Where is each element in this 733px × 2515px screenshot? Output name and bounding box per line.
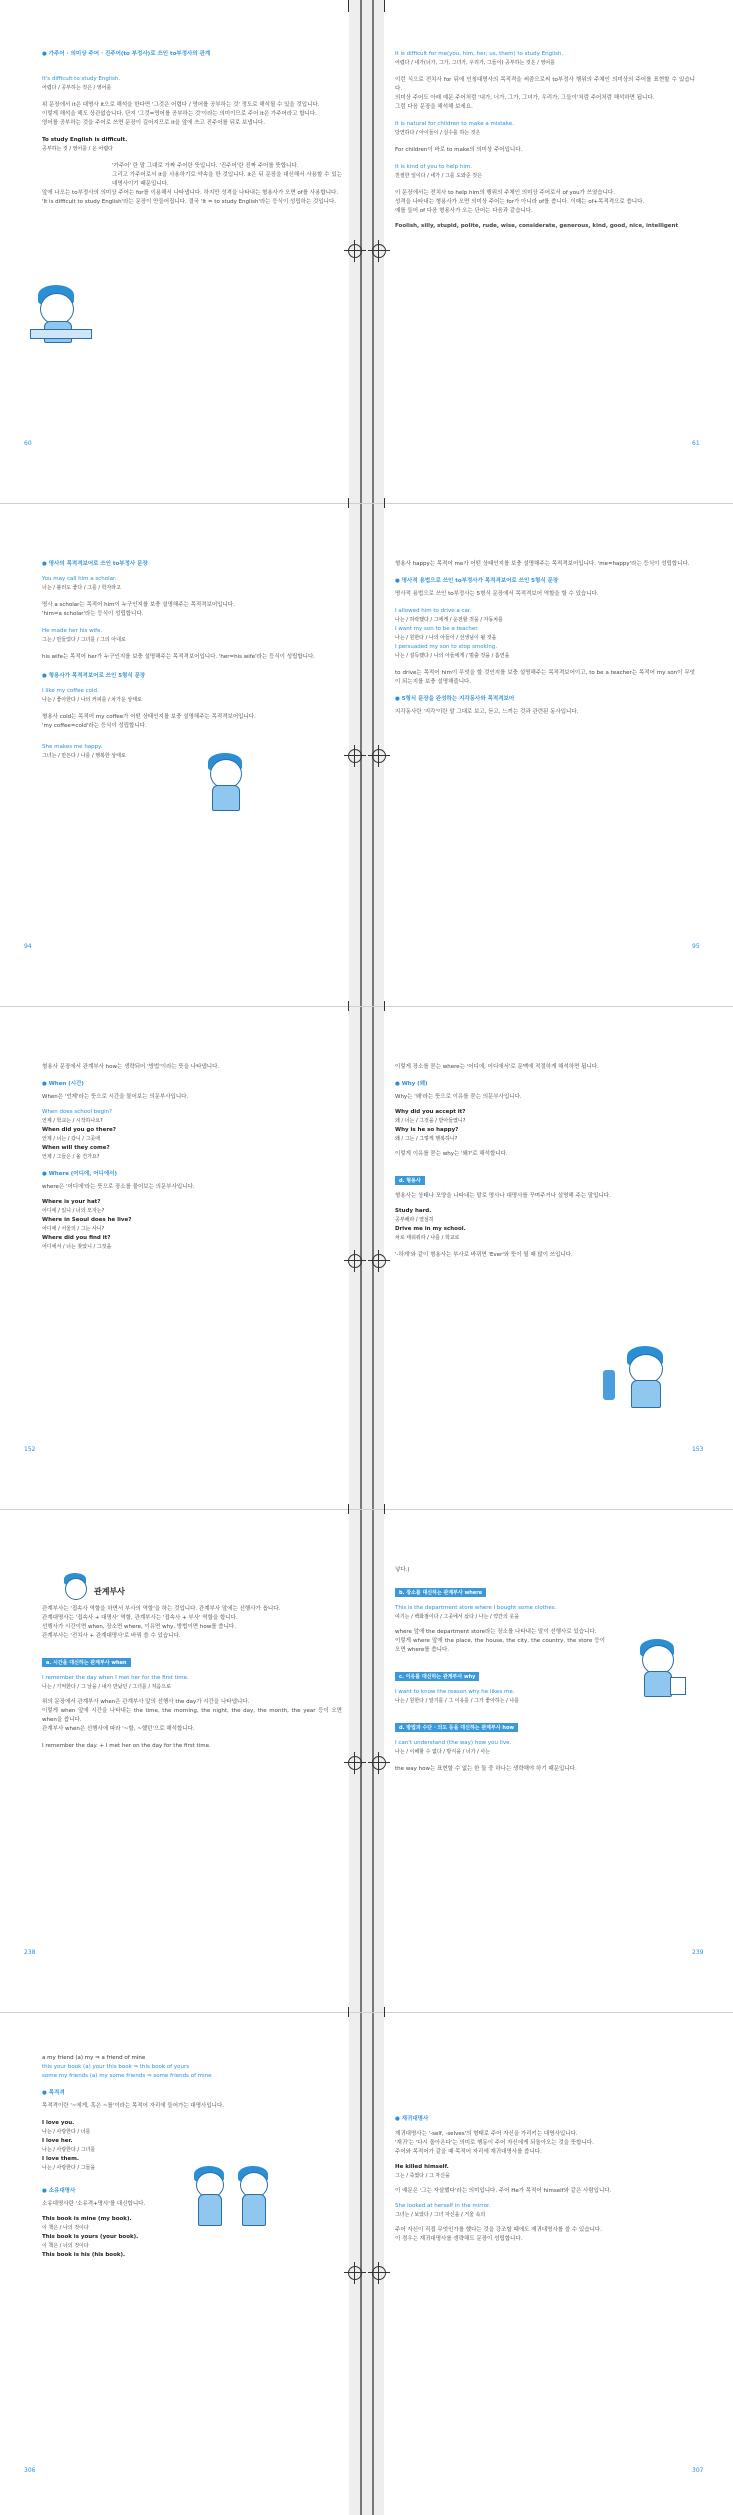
spread-2 — [0, 503, 733, 1006]
translation: 언제 / 너는 / 갔니 / 그곳에 — [42, 1136, 101, 1142]
translation: 그녀는 / 보았다 / 그녀 자신을 / 거울 속의 — [395, 2212, 486, 2218]
paragraph: 이렇게 이유를 묻는 why는 '왜?'로 해석합니다. — [395, 1151, 508, 1157]
translation: 왜 / 그는 / 그렇게 행복하니? — [395, 1136, 458, 1142]
paragraph: 목적격이란 '~에게, 혹은 ~를'이라는 목적어 자리에 들어가는 대명사입니다. — [42, 2103, 225, 2109]
paragraph: 형용사 문장에서 관계부사 how는 생략되어 '방법'이라는 뜻을 나타냅니다. — [42, 1064, 220, 1070]
page-right — [395, 560, 695, 717]
translation: 이 책은 / 너의 것이다 — [42, 2243, 89, 2249]
translation: 언제 / 학교는 / 시작하나요? — [42, 1118, 103, 1124]
section-heading: ● 명사적 용법으로 쓰인 to부정사가 목적격보어로 쓰인 5형식 문장 — [395, 578, 559, 584]
page-line: ● 가주어 · 의미상 주어 · 진주어(to 부정사)로 쓰인 to부정사의 관계 — [42, 51, 211, 57]
example-sentence: Why did you accept it? — [395, 1109, 466, 1115]
translation: 당연하다 / 아이들이 / 실수를 하는 것은 — [395, 130, 481, 136]
mascot-couple-illustration — [188, 2162, 278, 2232]
example-sentence: It is difficult for me(you, him, her, us, them) to study English. — [395, 51, 564, 57]
paragraph: 이런 식으로 전치사 for 뒤에 인칭대명사의 목적격을 써줌으로써 to부정사 행위의 주체인 의미상의 주어를 표현할 수 있습니다. — [395, 77, 695, 92]
paragraph: 이 문장에서는 전치사 to help him의 행위의 주체인 의미상 주어로서 of you가 쓰였습니다. — [395, 190, 615, 196]
page-number: 238 — [24, 1949, 36, 1956]
section-heading: ● 명사의 목적격보어로 쓰인 to부정사 문장 — [42, 561, 148, 567]
section-heading: ● Where (어디에, 어디에서) — [42, 1171, 118, 1177]
mascot-boy-illustration — [198, 753, 254, 813]
paragraph: 선행사가 시간이면 when, 장소면 where, 이유면 why, 방법이면 how를 씁니다. — [42, 1624, 236, 1630]
section-label: c. 이유를 대신하는 관계부사 why — [395, 1672, 479, 1681]
paragraph: 이 예문은 '그는 자살했다'라는 의미입니다. 주어 He가 목적어 himself와 같은 사람입니다. — [395, 2188, 612, 2194]
example-sentence: You may call him a scholar. — [42, 576, 117, 582]
paragraph: 'him=a scholar'라는 등식이 성립합니다. — [42, 611, 144, 617]
example-sentence: When will they come? — [42, 1145, 110, 1151]
example-sentence: When does school begin? — [42, 1109, 113, 1115]
example-sentence: I love you. — [42, 2120, 75, 2126]
example-sentence: Study hard. — [395, 1208, 432, 1214]
paragraph: Why는 '왜'라는 뜻으로 이유를 묻는 의문부사입니다. — [395, 1094, 522, 1100]
section-label: d. 형용사 — [395, 1176, 425, 1185]
paragraph: 위의 문장에서 관계부사 when은 관계부사 앞의 선행사 the day가 시간을 나타냅니다. — [42, 1699, 250, 1705]
paragraph: 지각동사란 '지각'이란 말 그대로 보고, 듣고, 느끼는 것과 관련된 동사입니다. — [395, 709, 579, 715]
page-number: 307 — [692, 2467, 704, 2474]
example-sentence: I want to know the reason why he likes me. — [395, 1689, 515, 1695]
paragraph: 이렇게 where 앞에 the place, the house, the city, the country, the store 등이 오면 where를 씁니다. — [395, 1638, 605, 1653]
page-right — [395, 50, 695, 231]
page-right — [395, 1063, 695, 1260]
paragraph: 주어와 목적어가 같을 때 목적어 자리에 재귀대명사를 씁니다. — [395, 2149, 542, 2155]
mascot-shopping-illustration — [630, 1639, 686, 1701]
section-label: b. 장소를 대신하는 관계부사 where — [395, 1588, 486, 1597]
page-number: 94 — [24, 943, 32, 950]
example-sentence: I want my son to be a teacher. — [395, 626, 479, 632]
example-row: a my friend (a) my ⇒ a friend of mine — [42, 2055, 146, 2061]
example-sentence: She makes me happy. — [42, 744, 103, 750]
paragraph: '-하게'와 같이 형용사는 부사로 바뀌면 'Ever'와 뜻이 될 때 많이 쓰입니다. — [395, 1252, 573, 1258]
translation: 어디에 / 서울의 / 그는 사니? — [42, 1226, 105, 1232]
example-row: some my friends (a) my some friends ⇒ some friends of mine — [42, 2073, 212, 2079]
example-sentence: Where in Seoul does he live? — [42, 1217, 132, 1223]
paragraph: to drive는 목적어 him이 무엇을 할 것인지를 보충 설명해주는 목적격보어이고, to be a teacher는 목적어 my son이 무엇이 되는지를 보충 설명해줍니다. — [395, 670, 695, 685]
example-sentence: I can't understand (the way) how you live. — [395, 1740, 512, 1746]
translation: 어렵다 / 공부하는 것은 / 영어를 — [42, 85, 112, 91]
example-sentence: It is natural for children to make a mistake. — [395, 121, 514, 127]
translation: 여기는 / 백화점이다 / 그곳에서 샀다 / 나는 / 약간의 옷을 — [395, 1614, 520, 1620]
page-left — [42, 1579, 342, 1751]
paragraph: 형용사 happy는 목적어 me가 어떤 상태인지를 보충 설명해주는 목적격보어입니다. 'me=happy'라는 등식이 성립합니다. — [395, 561, 690, 567]
paragraph: 명사 a scholar는 목적어 him이 누구인지를 보충 설명해주는 목적격보어입니다. — [42, 602, 235, 608]
translation: 친절한 일이다 / 네가 / 그를 도와준 것은 — [395, 173, 482, 179]
example-sentence: To study English is difficult. — [42, 137, 128, 143]
page-number: 239 — [692, 1949, 704, 1956]
example-sentence: It is kind of you to help him. — [395, 164, 473, 170]
translation: 나는 / 좋아한다 / 나의 커피를 / 차가운 상태로 — [42, 697, 142, 703]
translation: 나는 / 사랑한다 / 너를 — [42, 2129, 91, 2135]
translation: 나는 / 원한다 / 알기를 / 그 이유를 / 그가 좋아하는 / 나를 — [395, 1698, 520, 1704]
paragraph: For children이 바로 to make의 의미상 주어입니다. — [395, 147, 523, 153]
paragraph: 이렇게 해석을 해도 상관없습니다. 단지 '그것=영어를 공부하는 것'이라는 의미이므로 주어 it은 가주어라고 합니다. — [42, 111, 317, 117]
example-sentence: This book is yours (your book). — [42, 2234, 139, 2240]
paragraph: where 앞에 the department store라는 장소를 나타내는 말이 선행사로 있습니다. — [395, 1629, 597, 1635]
spread-4 — [0, 1509, 733, 2012]
page-left — [42, 560, 342, 761]
example-sentence: I persuaded my son to stop smoking. — [395, 644, 498, 650]
example-sentence: She looked at herself in the mirror. — [395, 2203, 491, 2209]
translation: 나는 / 설득했다 / 나의 아들에게 / 멈출 것을 / 흡연을 — [395, 653, 510, 659]
paragraph: 그럼 다음 문장을 해석해 보세요. — [395, 104, 473, 110]
paragraph: 영어를 공부하는 것을 주어로 쓰면 문장이 길어지므로 it을 앞에 쓰고 진주어를 뒤로 보냅니다. — [42, 120, 265, 126]
paragraph: 주어 자신이 직접 무엇인가를 했다는 것을 강조할 때에도 재귀대명사를 쓸 수 있습니다. — [395, 2227, 602, 2233]
translation: 나는 / 허락했다 / 그에게 / 운전할 것을 / 자동차를 — [395, 617, 503, 623]
example-sentence: Where is your hat? — [42, 1199, 101, 1205]
page-number: 153 — [692, 1446, 704, 1453]
page-left — [42, 1063, 342, 1252]
paragraph: 넣다.) — [395, 1567, 410, 1573]
section-heading: ● 목적격 — [42, 2090, 65, 2096]
translation: 나는 / 원한다 / 나의 아들이 / 선생님이 될 것을 — [395, 635, 497, 641]
translation: 공부하는 것 / 영어를 / 은 어렵다 — [42, 146, 113, 152]
paragraph: 관계대명사는 '접속사 + 대명사' 역할, 관계부사는 '접속사 + 부사' 역할을 합니다. — [42, 1615, 238, 1621]
paragraph: 이 경우는 재귀대명사를 생략해도 문장이 성립합니다. — [395, 2236, 523, 2242]
paragraph: 'my coffee=cold'라는 등식이 성립합니다. — [42, 723, 147, 729]
paragraph: 예를 들어 of 다음 형용사가 오는 단어는 다음과 같습니다. — [395, 208, 533, 214]
translation: 어렵다 / 내가(너가, 그가, 그녀가, 우리가, 그들이) 공부하는 것은 / 영어를 — [395, 60, 555, 66]
paragraph: 이렇게 장소를 묻는 where는 '어디에, 어디에서'로 문맥에 적절하게 해석하면 됩니다. — [395, 1064, 599, 1070]
translation: 나는 / 이해할 수 없다 / 방식을 / 너가 / 사는 — [395, 1749, 491, 1755]
spread-3 — [0, 1006, 733, 1509]
section-heading: ● 재귀대명사 — [395, 2116, 429, 2122]
paragraph: I remember the day. + I met her on the day for the first time. — [42, 1743, 211, 1749]
paragraph: 명사적 용법으로 쓰인 to부정사는 5형식 문장에서 목적격보어 역할을 할 수 있습니다. — [395, 591, 599, 597]
paragraph: 위 문장에서 it은 대명사 it으로 해석을 한다면 '그것은 어렵다 / 영어를 공부하는 것' 정도로 해석될 수 있을 것입니다. — [42, 102, 320, 108]
example-sentence: Drive me in my school. — [395, 1226, 466, 1232]
example-sentence: It's difficult to study English. — [42, 76, 121, 82]
example-sentence: I like my coffee cold. — [42, 688, 99, 694]
spread-5 — [0, 2012, 733, 2515]
example-row: this your book (a) your this book ⇒ this book of yours — [42, 2064, 190, 2070]
paragraph: 그리고 가주어로서 it을 사용하기로 약속을 한 것입니다. it은 뒤 문장을 대신해서 사용할 수 있는 대명사이기 때문입니다. — [112, 172, 342, 187]
example-sentence: He killed himself. — [395, 2164, 449, 2170]
paragraph: 형용사는 상태나 모양을 나타내는 말로 명사나 대명사를 꾸며주거나 설명해 주는 말입니다. — [395, 1193, 611, 1199]
paragraph: 이렇게 when 앞에 시간을 나타내는 the time, the morning, the night, the day, the month, the year 등이 오면 when을 씁니다. — [42, 1708, 342, 1723]
paragraph: 관계부사는 '전치사 + 관계대명사'로 바꿔 쓸 수 있습니다. — [42, 1633, 181, 1639]
paragraph: 소유대명사란 '소유격+명사'를 대신합니다. — [42, 2201, 146, 2207]
section-heading: ● 소유대명사 — [42, 2188, 76, 2194]
page-left — [42, 50, 342, 207]
section-label: d. 방법과 수단 · 의도 등을 대신하는 관계부사 how — [395, 1723, 518, 1732]
example-sentence: I love them. — [42, 2156, 79, 2162]
translation: 어디에 / 있니 / 너의 모자는? — [42, 1208, 105, 1214]
translation: 나는 / 사랑한다 / 그녀를 — [42, 2147, 96, 2153]
section-heading: ● 5형식 문장을 완성하는 지각동사와 목적격보어 — [395, 696, 515, 702]
paragraph: 앞에 나오는 to부정사의 의미상 주어는 for를 이용해서 나타냅니다. 하지만 성격을 나타내는 형용사가 오면 of를 사용합니다. — [42, 190, 339, 196]
paragraph: the way how는 표현할 수 없는 한 둘 중 하나는 생략해야 하기 때문입니다. — [395, 1766, 577, 1772]
page-number: 152 — [24, 1446, 36, 1453]
page-number: 60 — [24, 440, 32, 447]
section-heading: ● 형용사가 목적격보어로 쓰인 5형식 문장 — [42, 673, 146, 679]
paragraph: where은 '어디에'라는 뜻으로 장소를 물어보는 의문부사입니다. — [42, 1184, 195, 1190]
translation: 그녀는 / 만든다 / 나를 / 행복한 상태로 — [42, 753, 126, 759]
translation: 그는 / 죽였다 / 그 자신을 — [395, 2173, 450, 2179]
paragraph: 'It is difficult to study English'라는 문장이 만들어집니다. 결국 'It = to study English'라는 등식이 성립하는 것입니다. — [42, 199, 337, 205]
example-sentence: I love her. — [42, 2138, 73, 2144]
word-list: Foolish, silly, stupid, polite, rude, wise, considerate, generous, kind, good, nice, intelligent — [395, 223, 679, 229]
paragraph: 의미상 주어도 아래 예문 주어처럼 '내가, 너가, 그가, 그녀가, 우리가, 그들이'처럼 주어처럼 해석하면 됩니다. — [395, 95, 655, 101]
paragraph: 관계부사는 '접속사 역할을 하면서 부사의 역할'을 하는 것입니다. 관계부사 앞에는 선행사가 옵니다. — [42, 1606, 281, 1612]
paragraph: 재귀대명사는 '-self, -selves'의 형태로 주어 자신을 가리키는 대명사입니다. — [395, 2131, 578, 2137]
paragraph: When은 '언제'라는 뜻으로 시간을 물어보는 의문부사입니다. — [42, 1094, 189, 1100]
translation: 차로 태워줘라 / 나를 / 학교로 — [395, 1235, 460, 1241]
example-sentence: This is the department store where I bought some clothes. — [395, 1605, 557, 1611]
paragraph: '가주어' 란 말 그대로 가짜 주어란 뜻입니다. '진주어'란 진짜 주어를 뜻합니다. — [112, 163, 299, 169]
mascot-girl-illustration — [615, 1346, 675, 1410]
page-number: 61 — [692, 440, 700, 447]
section-label: a. 시간을 대신하는 관계부사 when — [42, 1658, 131, 1667]
translation: 나는 / 사랑한다 / 그들을 — [42, 2165, 96, 2171]
example-sentence: When did you go there? — [42, 1127, 116, 1133]
translation: 너는 / 불러도 좋다 / 그를 / 학자라고 — [42, 585, 121, 591]
paragraph: 형용사 cold는 목적어 my coffee가 어떤 상태인지를 보충 설명해주는 목적격보어입니다. — [42, 714, 256, 720]
section-heading: ● Why (왜) — [395, 1081, 428, 1087]
example-sentence: I remember the day when I met her for the first time. — [42, 1675, 189, 1681]
mascot-reading-illustration — [30, 285, 90, 345]
translation: 어디에서 / 너는 찾았니 / 그것을 — [42, 1244, 112, 1250]
example-sentence: This book is his (his book). — [42, 2252, 126, 2258]
paragraph: '재귀'는 '다시 돌아온다'는 의미로 행동이 주어 자신에게 되돌아오는 것을 뜻합니다. — [395, 2140, 594, 2146]
chapter-heading: 관계부사 — [94, 1587, 125, 1596]
example-sentence: Where did you find it? — [42, 1235, 111, 1241]
translation: 공부해라 / 열심히 — [395, 1217, 434, 1223]
page-number: 95 — [692, 943, 700, 950]
spread-1 — [0, 0, 733, 503]
page-right — [395, 2115, 695, 2244]
paragraph: his wife는 목적어 her가 누구인지를 보충 설명해주는 목적격보어입니다. 'her=his wife'라는 등식이 성립합니다. — [42, 654, 316, 660]
example-sentence: I allowed him to drive a car. — [395, 608, 472, 614]
translation: 이 책은 / 나의 것이다 — [42, 2225, 89, 2231]
paragraph: 관계부사 when은 선행사에 따라 '~할, ~했던'으로 해석합니다. — [42, 1726, 195, 1732]
translation: 왜 / 너는 / 그것을 / 받아들였니? — [395, 1118, 466, 1124]
translation: 언제 / 그들은 / 올 건가요? — [42, 1154, 100, 1160]
translation: 나는 / 기억한다 / 그 날을 / 내가 만났던 / 그녀를 / 처음으로 — [42, 1684, 171, 1690]
page-number: 306 — [24, 2467, 36, 2474]
example-sentence: Why is he so happy? — [395, 1127, 459, 1133]
example-sentence: This book is mine (my book). — [42, 2216, 132, 2222]
section-heading: ● When (시간) — [42, 1081, 84, 1087]
example-sentence: He made her his wife. — [42, 628, 103, 634]
paragraph: 성격을 나타내는 형용사가 오면 의미상 주어는 for가 아니라 of를 씁니다. 이때는 of+목적격으로 씁니다. — [395, 199, 645, 205]
translation: 그는 / 만들었다 / 그녀를 / 그의 아내로 — [42, 637, 126, 643]
